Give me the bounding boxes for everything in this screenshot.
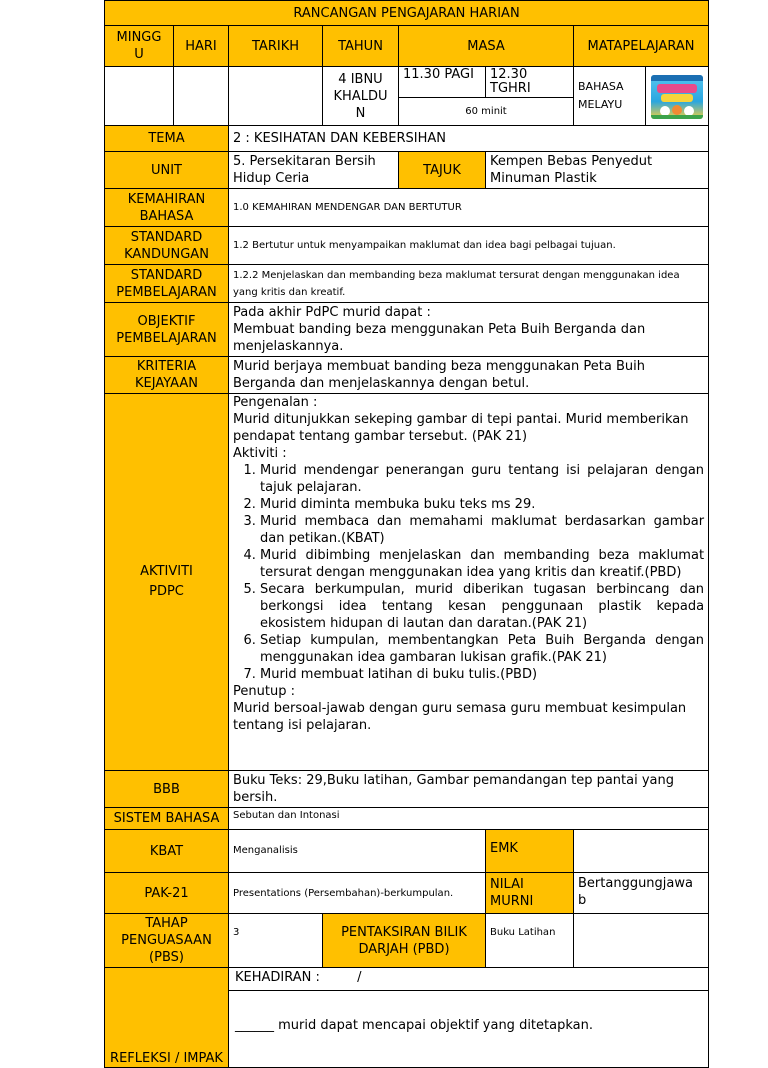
- value-standard-pembelajaran: 1.2.2 Menjelaskan dan membanding beza maklumat tersurat dengan menggunakan idea yang kritis dan kreatif.: [229, 265, 709, 303]
- value-kemahiran: 1.0 KEMAHIRAN MENDENGAR DAN BERTUTUR: [229, 189, 709, 227]
- value-tahun: 4 IBNU KHALDU N: [323, 67, 399, 126]
- bahasa-melayu-book-cover-icon: [651, 75, 703, 119]
- label-nilai-murni: NILAI MURNI: [486, 873, 574, 914]
- aktiviti-list: [233, 462, 704, 683]
- col-matapelajaran: MATAPELAJARAN: [574, 26, 709, 67]
- list-item: 5. Secara berkumpulan, murid diberikan tugasan berbincang dan berkongsi idea tentang kesan penggunaan plastik kepada ekosistem hidupan di lautan dan daratan.(PAK 21): [260, 581, 704, 632]
- label-pak21: PAK-21: [105, 873, 229, 914]
- label-unit: UNIT: [105, 152, 229, 189]
- value-tarikh: [229, 67, 323, 126]
- list-item: 6. Setiap kumpulan, membentangkan Peta Buih Berganda dengan menggunakan idea gambaran lukisan grafik.(PAK 21): [260, 632, 704, 666]
- pengenalan-heading: Pengenalan :: [233, 395, 318, 410]
- col-masa: MASA: [399, 26, 574, 67]
- label-tahap: TAHAP PENGUASAAN (PBS): [105, 914, 229, 968]
- label-pbd: PENTAKSIRAN BILIK DARJAH (PBD): [323, 914, 486, 968]
- label-aktiviti-line2: PDPC: [149, 584, 184, 599]
- label-kbat: KBAT: [105, 830, 229, 873]
- list-item: 3. Murid membaca dan memahami maklumat berdasarkan gambar dan petikan.(KBAT): [260, 513, 704, 547]
- value-standard-kandungan: 1.2 Bertutur untuk menyampaikan maklumat dan idea bagi pelbagai tujuan.: [229, 227, 709, 265]
- list-item: 7. Murid membuat latihan di buku tulis.(PBD): [260, 666, 704, 683]
- value-sistem-bahasa: Sebutan dan Intonasi: [229, 808, 709, 830]
- value-pak21: Presentations (Persembahan)-berkumpulan.: [229, 873, 486, 914]
- value-duration: 60 minit: [399, 98, 574, 126]
- value-nilai-murni: Bertanggungjawa b: [574, 873, 709, 914]
- col-minggu: MINGG U: [105, 26, 174, 67]
- value-hari: [174, 67, 229, 126]
- label-refleksi: REFLEKSI / IMPAK: [105, 968, 229, 1068]
- label-standard-pembelajaran: STANDARD PEMBELAJARAN: [105, 265, 229, 303]
- value-kriteria: Murid berjaya membuat banding beza menggunakan Peta Buih Berganda dan menjelaskannya dengan betul.: [229, 357, 709, 394]
- penutup-text: Murid bersoal-jawab dengan guru semasa guru membuat kesimpulan tentang isi pelajaran.: [233, 701, 687, 733]
- label-standard-kandungan: STANDARD KANDUNGAN: [105, 227, 229, 265]
- label-sistem-bahasa: SISTEM BAHASA: [105, 808, 229, 830]
- value-pbd-extra: [574, 914, 709, 968]
- label-tajuk: TAJUK: [399, 152, 486, 189]
- value-tajuk: Kempen Bebas Penyedut Minuman Plastik: [486, 152, 709, 189]
- label-tema: TEMA: [105, 126, 229, 152]
- pengenalan-text: Murid ditunjukkan sekeping gambar di tepi pantai. Murid memberikan pendapat tentang gambar tersebut. (PAK 21): [233, 412, 689, 444]
- label-kriteria: KRITERIA KEJAYAAN: [105, 357, 229, 394]
- lesson-plan-sheet: [104, 0, 708, 1068]
- value-tema: 2 : KESIHATAN DAN KEBERSIHAN: [229, 126, 709, 152]
- list-item: 1. Murid mendengar penerangan guru tentang isi pelajaran dengan tajuk pelajaran.: [260, 462, 704, 496]
- value-subject: BAHASA MELAYU: [574, 67, 646, 126]
- value-unit: 5. Persekitaran Bersih Hidup Ceria: [229, 152, 399, 189]
- objektif-text: Membuat banding beza menggunakan Peta Buih Berganda dan menjelaskannya.: [233, 322, 646, 354]
- list-item: 4. Murid dibimbing menjelaskan dan membanding beza maklumat tersurat dengan menggunakan idea yang kritis dan kreatif.(PBD): [260, 547, 704, 581]
- subject-book-cell: [646, 67, 709, 126]
- value-refleksi: [229, 968, 709, 1068]
- objektif-intro: Pada akhir PdPC murid dapat :: [233, 305, 431, 320]
- value-bbb: Buku Teks: 29,Buku latihan, Gambar pemandangan tep pantai yang bersih.: [229, 771, 709, 808]
- value-aktiviti: [229, 394, 709, 771]
- aktiviti-heading: Aktiviti :: [233, 446, 287, 461]
- label-emk: EMK: [486, 830, 574, 873]
- value-masa-start: 11.30 PAGI: [399, 67, 486, 98]
- penutup-heading: Penutup :: [233, 684, 295, 699]
- objektif-achievement-line: ______ murid dapat mencapai objektif yang ditetapkan.: [235, 1018, 593, 1033]
- label-objektif: OBJEKTIF PEMBELAJARAN: [105, 303, 229, 357]
- label-aktiviti: [105, 394, 229, 771]
- label-aktiviti-line1: AKTIVITI: [140, 564, 193, 579]
- value-objektif: [229, 303, 709, 357]
- value-masa-end: 12.30 TGHRI: [486, 67, 574, 98]
- lesson-plan-table: [104, 0, 709, 1068]
- col-tahun: TAHUN: [323, 26, 399, 67]
- value-emk: [574, 830, 709, 873]
- col-tarikh: TARIKH: [229, 26, 323, 67]
- kehadiran-line: KEHADIRAN : /: [229, 968, 708, 991]
- value-minggu: [105, 67, 174, 126]
- value-pbd: Buku Latihan: [486, 914, 574, 968]
- col-hari: HARI: [174, 26, 229, 67]
- label-kemahiran: KEMAHIRAN BAHASA: [105, 189, 229, 227]
- plan-title: RANCANGAN PENGAJARAN HARIAN: [105, 1, 709, 26]
- value-tahap: 3: [229, 914, 323, 968]
- list-item: 2. Murid diminta membuka buku teks ms 29.: [260, 496, 704, 513]
- value-kbat: Menganalisis: [229, 830, 486, 873]
- label-bbb: BBB: [105, 771, 229, 808]
